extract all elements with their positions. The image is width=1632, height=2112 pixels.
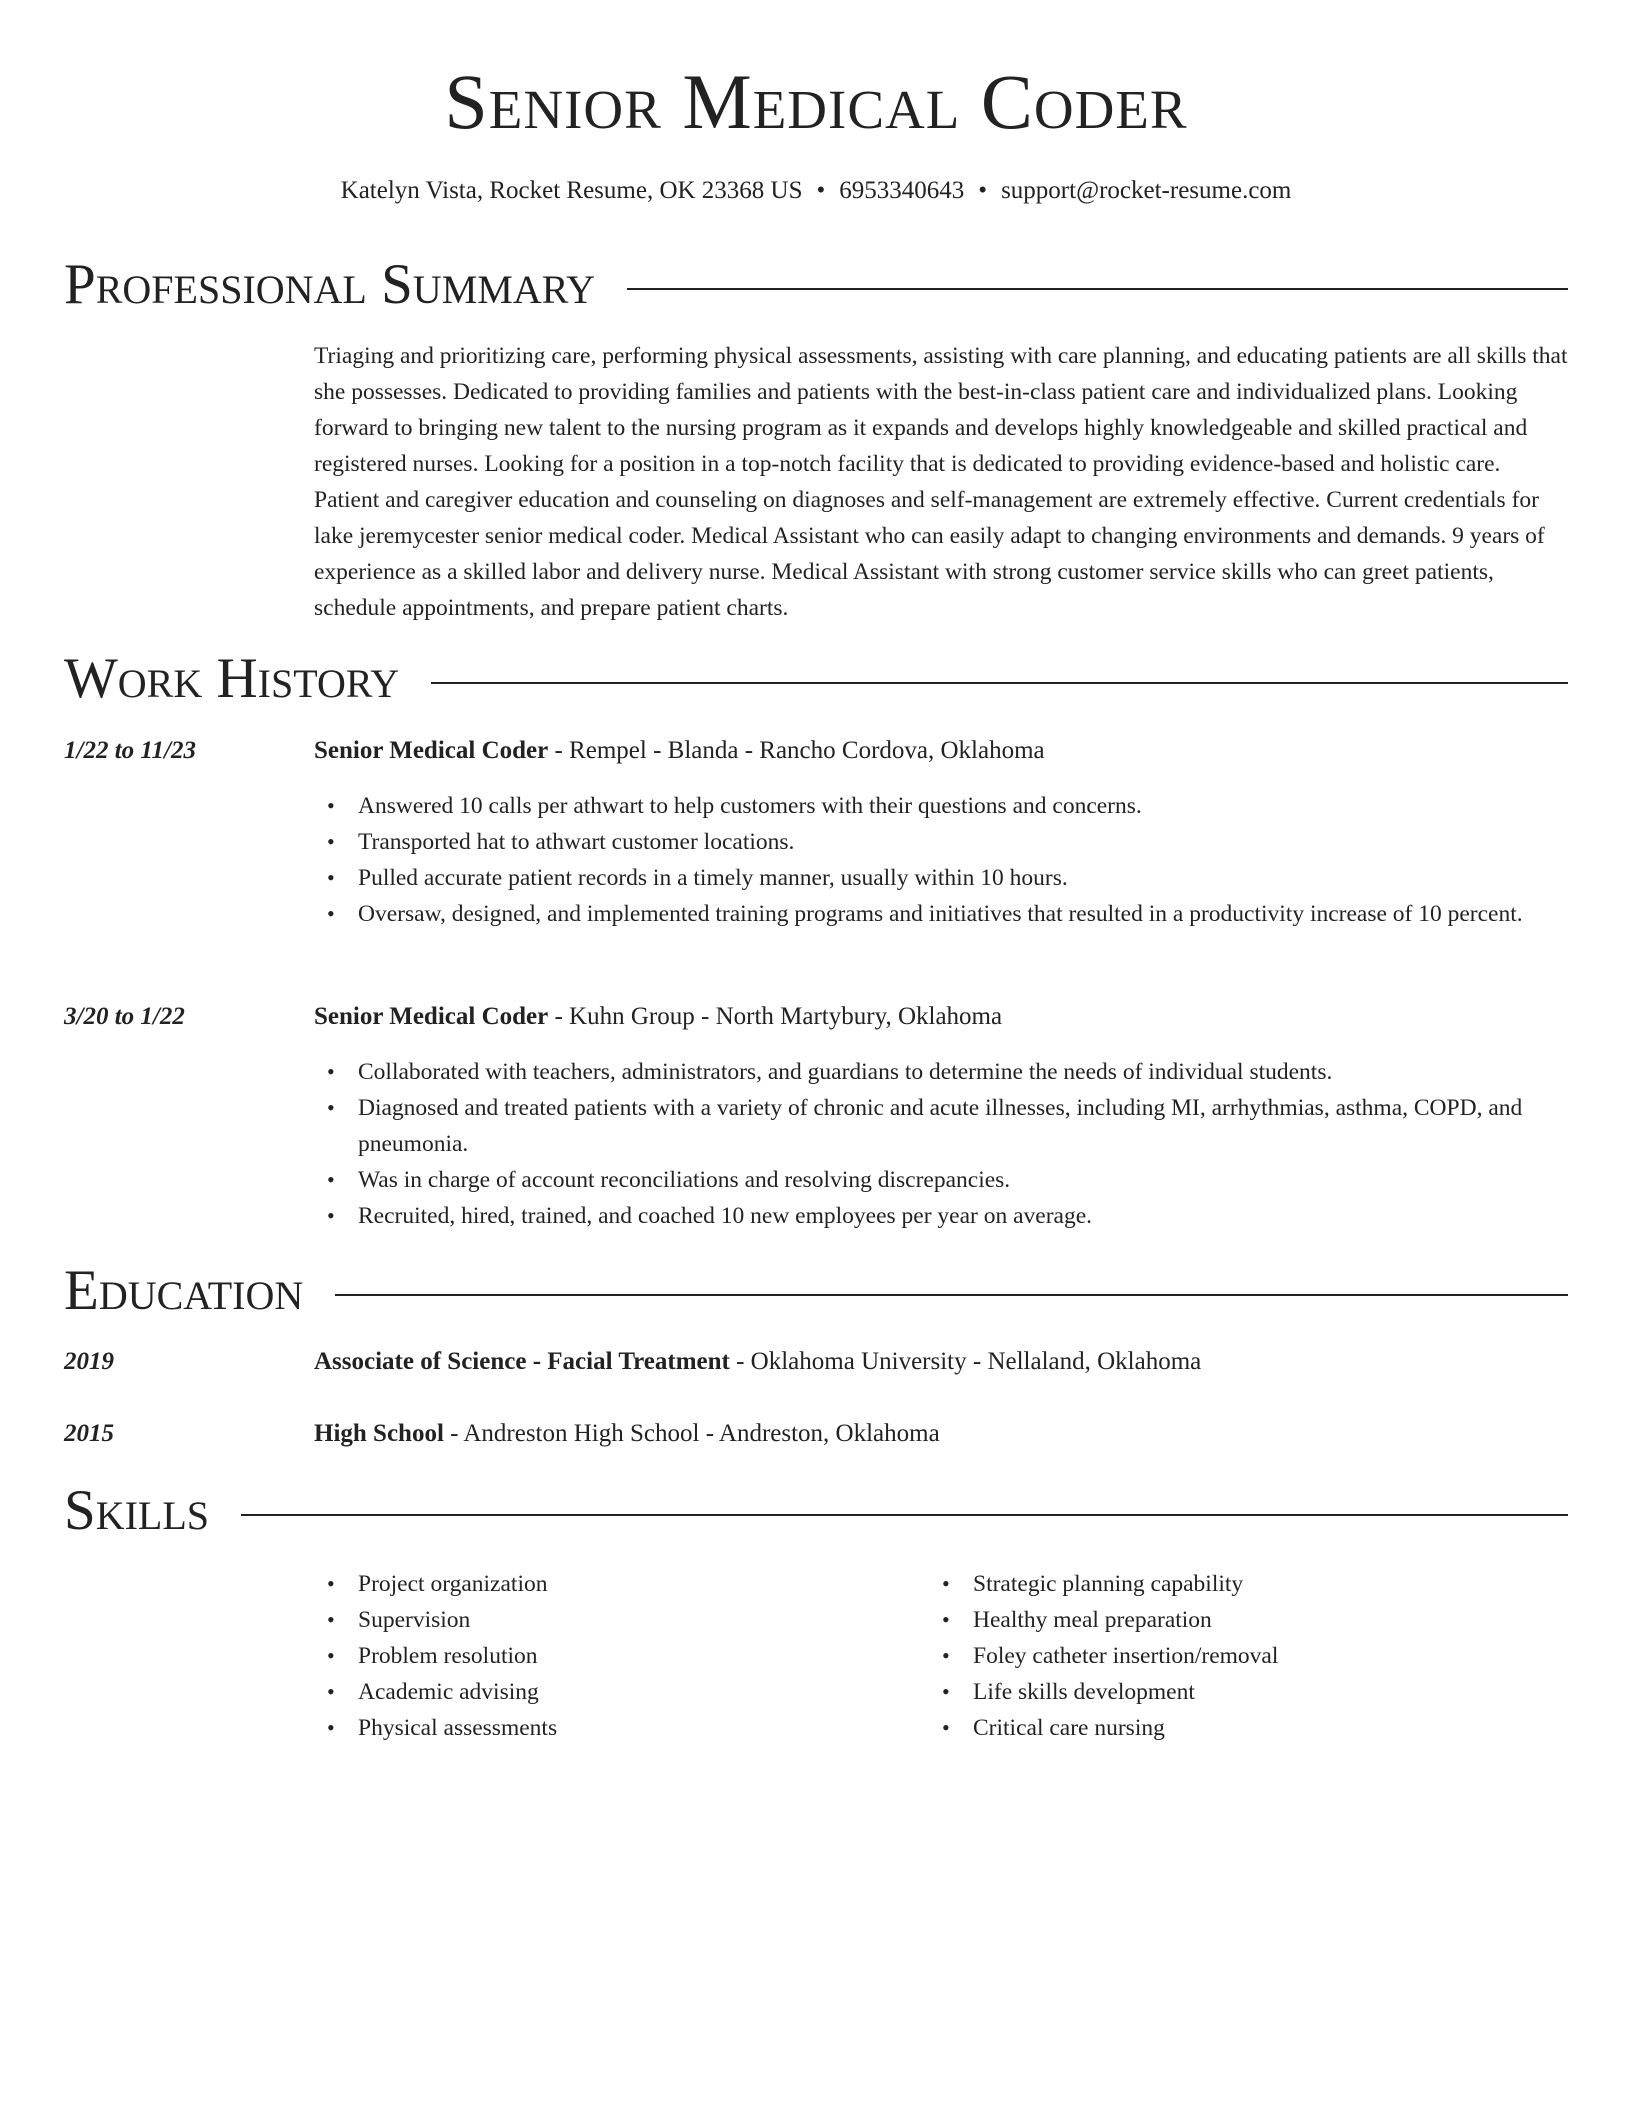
contact-phone: 6953340643 — [839, 177, 965, 204]
education-header — [314, 1416, 1568, 1452]
list-item: • Academic advising — [314, 1674, 914, 1710]
list-item: • Collaborated with teachers, administrators, and guardians to determine the needs of individual students. — [314, 1054, 1568, 1090]
skills-list — [64, 1566, 1568, 1766]
list-item: • Problem resolution — [314, 1638, 914, 1674]
list-item: • Project organization — [314, 1566, 914, 1602]
education-year: 2015 — [64, 1420, 114, 1447]
skills-section-header — [64, 1478, 1568, 1544]
skills-column-right — [929, 1566, 1529, 1746]
resume-title: Senior Medical Coder — [444, 58, 1188, 145]
contact-separator: • — [978, 177, 988, 204]
skills-heading: Skills — [64, 1479, 210, 1542]
list-item: • Pulled accurate patient records in a timely manner, usually within 10 hours. — [314, 860, 1568, 896]
section-divider — [627, 288, 1568, 290]
contact-email: support@rocket-resume.com — [1001, 177, 1292, 204]
list-item: • Was in charge of account reconciliations and resolving discrepancies. — [314, 1162, 1568, 1198]
education-details: - Andreston High School - Andreston, Oklahoma — [443, 1420, 940, 1447]
list-item: • Strategic planning capability — [929, 1566, 1529, 1602]
list-item: • Oversaw, designed, and implemented training programs and initiatives that resulted in a productivity increase of 10 percent. — [314, 896, 1568, 932]
work-section-header — [64, 646, 1568, 712]
section-divider — [431, 682, 1568, 684]
job-details: - Rempel - Blanda - Rancho Cordova, Oklahoma — [548, 737, 1045, 764]
contact-line — [0, 174, 1632, 208]
education-header — [314, 1344, 1568, 1380]
job-title: Senior Medical Coder — [314, 1003, 549, 1030]
list-item: • Recruited, hired, trained, and coached 10 new employees per year on average. — [314, 1198, 1568, 1234]
education-section-header — [64, 1258, 1568, 1324]
education-heading: Education — [64, 1259, 304, 1322]
list-item: • Life skills development — [929, 1674, 1529, 1710]
contact-address: Katelyn Vista, Rocket Resume, OK 23368 US — [340, 177, 803, 204]
list-item: • Foley catheter insertion/removal — [929, 1638, 1529, 1674]
list-item: • Transported hat to athwart customer locations. — [314, 824, 1568, 860]
skills-column-left — [314, 1566, 914, 1746]
education-degree: High School — [314, 1420, 444, 1447]
job-dates: 3/20 to 1/22 — [64, 1003, 185, 1030]
work-heading: Work History — [64, 647, 400, 710]
job-bullets — [314, 1054, 1568, 1234]
education-year: 2019 — [64, 1348, 114, 1375]
education-degree: Associate of Science - Facial Treatment — [314, 1348, 730, 1375]
section-divider — [241, 1514, 1568, 1516]
summary-text: Triaging and prioritizing care, performing physical assessments, assisting with care planning, and educating patients are all skills that she possesses. Dedicated to providing families and patients with the best-in-class patient care and individualized plans. Looking forward to bringing new talent to the nursing program as it expands and develops highly knowledgeable and skilled practical and registered nurses. Looking for a position in a top-notch facility that is dedicated to providing evidence-based and holistic care. Patient and caregiver education and counseling on diagnoses and self-management are extremely effective. Current credentials for lake jeremycester senior medical coder. Medical Assistant who can easily adapt to changing environments and demands. 9 years of experience as a skilled labor and delivery nurse. Medical Assistant with strong customer service skills who can greet patients, schedule appointments, and prepare patient charts. — [314, 343, 1568, 621]
list-item: • Answered 10 calls per athwart to help customers with their questions and concerns. — [314, 788, 1568, 824]
list-item: • Healthy meal preparation — [929, 1602, 1529, 1638]
job-header — [314, 999, 1568, 1035]
contact-separator: • — [816, 177, 826, 204]
section-divider — [335, 1294, 1568, 1296]
job-title: Senior Medical Coder — [314, 737, 549, 764]
education-details: - Oklahoma University - Nellaland, Oklahoma — [729, 1348, 1202, 1375]
job-header — [314, 733, 1568, 769]
list-item: • Critical care nursing — [929, 1710, 1529, 1746]
summary-section-header — [64, 252, 1568, 318]
job-bullets — [314, 788, 1568, 932]
list-item: • Supervision — [314, 1602, 914, 1638]
summary-heading: Professional Summary — [64, 253, 596, 316]
list-item: • Diagnosed and treated patients with a variety of chronic and acute illnesses, including MI, arrhythmias, asthma, COPD, and pneumonia. — [314, 1090, 1568, 1162]
job-dates: 1/22 to 11/23 — [64, 737, 196, 764]
list-item: • Physical assessments — [314, 1710, 914, 1746]
job-details: - Kuhn Group - North Martybury, Oklahoma — [548, 1003, 1003, 1030]
